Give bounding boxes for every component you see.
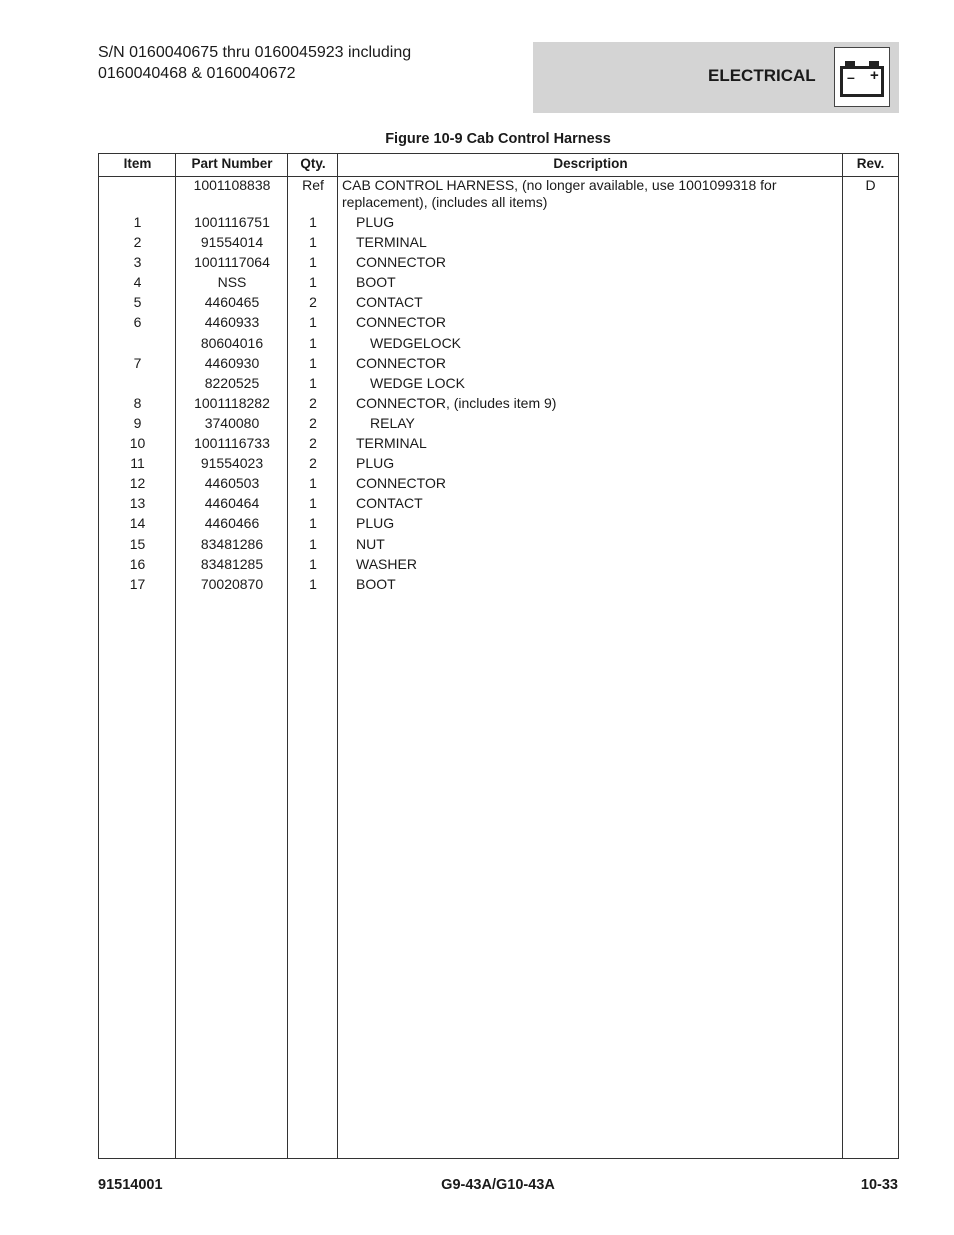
quantity: 1	[309, 274, 317, 291]
quantity: 1	[309, 334, 317, 351]
item-number: 5	[133, 294, 142, 311]
part-number: 4460464	[204, 495, 260, 512]
table-row	[99, 415, 898, 435]
description: WEDGE LOCK	[370, 374, 465, 391]
table-row	[99, 234, 898, 254]
quantity: 1	[309, 575, 317, 592]
table-row	[99, 294, 898, 314]
quantity: 1	[309, 214, 317, 230]
quantity: 1	[309, 354, 317, 371]
quantity: 1	[309, 555, 317, 572]
column-header-item: Item	[123, 156, 152, 171]
part-number: 1001108838	[193, 177, 271, 193]
item-number: 6	[133, 314, 142, 331]
part-number: 8220525	[204, 374, 260, 391]
quantity: 1	[309, 495, 317, 512]
quantity: 1	[309, 254, 317, 271]
description: CAB CONTROL HARNESS, (no longer available, use 1001099318 for replacement), (includes all items)	[342, 177, 777, 210]
quantity: 1	[309, 475, 317, 492]
part-number: NSS	[217, 274, 247, 291]
battery-body	[840, 66, 884, 97]
part-number: 1001118282	[194, 394, 270, 411]
item-number: 17	[129, 575, 146, 592]
serial-line-2: 0160040468 & 0160040672	[98, 65, 296, 82]
description: TERMINAL	[356, 435, 427, 452]
description: WEDGELOCK	[370, 334, 462, 351]
item-number: 3	[133, 254, 142, 271]
part-number: 3740080	[204, 414, 260, 431]
table-row	[99, 254, 898, 274]
section-title: ELECTRICAL	[708, 66, 816, 85]
item-number: 16	[129, 555, 146, 572]
table-header	[99, 154, 898, 177]
column-header-rev: Rev.	[856, 156, 885, 171]
part-number: 80604016	[200, 334, 264, 351]
item-number: 12	[129, 475, 146, 492]
battery-icon	[834, 47, 890, 107]
part-number: 1001117064	[194, 254, 270, 271]
table-row	[99, 314, 898, 334]
description: TERMINAL	[356, 234, 427, 251]
table-body	[99, 177, 898, 596]
parts-table	[98, 153, 899, 1159]
table-row	[99, 274, 898, 294]
item-number: 11	[130, 455, 145, 472]
table-row	[99, 435, 898, 455]
table-row	[99, 375, 898, 395]
quantity: 2	[309, 394, 317, 411]
part-number: 4460466	[204, 515, 260, 532]
description: PLUG	[356, 455, 395, 472]
item-number: 2	[133, 234, 142, 251]
figure-title: Figure 10-9 Cab Control Harness	[385, 131, 611, 147]
part-number: 70020870	[200, 575, 264, 592]
table-row	[99, 214, 898, 234]
part-number: 83481285	[200, 555, 264, 572]
item-number: 13	[129, 495, 146, 512]
description: CONTACT	[356, 495, 423, 512]
description: CONNECTOR	[356, 354, 446, 371]
revision: D	[865, 177, 876, 193]
part-number: 91554023	[200, 455, 264, 472]
description: BOOT	[356, 575, 396, 592]
part-number: 4460465	[204, 294, 260, 311]
table-row	[99, 177, 898, 214]
footer-page-number: 10-33	[860, 1177, 898, 1193]
description: CONNECTOR	[356, 475, 446, 492]
item-number: 8	[133, 394, 142, 411]
table-row	[99, 455, 898, 475]
description: BOOT	[356, 274, 396, 291]
table-row	[99, 515, 898, 535]
part-number: 4460503	[204, 475, 260, 492]
description: NUT	[356, 535, 385, 552]
quantity: 2	[309, 294, 317, 311]
part-number: 4460930	[204, 354, 260, 371]
quantity: 1	[309, 314, 317, 331]
quantity: 2	[309, 414, 317, 431]
item-number: 4	[133, 274, 142, 291]
column-header-part-number: Part Number	[191, 156, 273, 171]
section-header	[533, 42, 899, 113]
part-number: 1001116751	[194, 214, 270, 230]
table-row	[99, 536, 898, 556]
quantity: 2	[309, 435, 317, 452]
description: CONNECTOR	[356, 314, 446, 331]
item-number: 14	[129, 515, 146, 532]
quantity: 1	[309, 234, 317, 251]
table-row	[99, 395, 898, 415]
item-number: 10	[129, 435, 146, 452]
serial-line-1: S/N 0160040675 thru 0160045923 including	[98, 44, 412, 61]
serial-number-range	[98, 42, 518, 84]
footer-document-number: 91514001	[98, 1177, 163, 1193]
item-number: 1	[133, 214, 142, 230]
table-row	[99, 475, 898, 495]
part-number: 83481286	[200, 535, 264, 552]
part-number: 91554014	[200, 234, 264, 251]
table-row	[99, 335, 898, 355]
item-number: 9	[133, 414, 142, 431]
description: RELAY	[370, 414, 415, 431]
item-number: 7	[133, 354, 142, 371]
part-number: 1001116733	[194, 435, 270, 452]
column-header-qty: Qty.	[300, 156, 326, 171]
description: CONNECTOR	[356, 254, 446, 271]
quantity: Ref	[302, 177, 324, 193]
quantity: 1	[309, 374, 317, 391]
table-row	[99, 495, 898, 515]
table-row	[99, 576, 898, 596]
quantity: 1	[309, 515, 317, 532]
description: PLUG	[356, 515, 395, 532]
plus-icon: +	[870, 67, 879, 84]
footer-model: G9-43A/G10-43A	[441, 1177, 555, 1193]
table-row	[99, 556, 898, 576]
quantity: 1	[309, 535, 317, 552]
minus-icon: –	[847, 69, 855, 85]
description: PLUG	[356, 214, 395, 230]
item-number: 15	[129, 535, 146, 552]
quantity: 2	[309, 455, 317, 472]
description: CONNECTOR, (includes item 9)	[356, 394, 557, 411]
table-row	[99, 355, 898, 375]
part-number: 4460933	[204, 314, 260, 331]
description: WASHER	[356, 555, 417, 572]
column-header-description: Description	[553, 156, 628, 171]
description: CONTACT	[356, 294, 423, 311]
